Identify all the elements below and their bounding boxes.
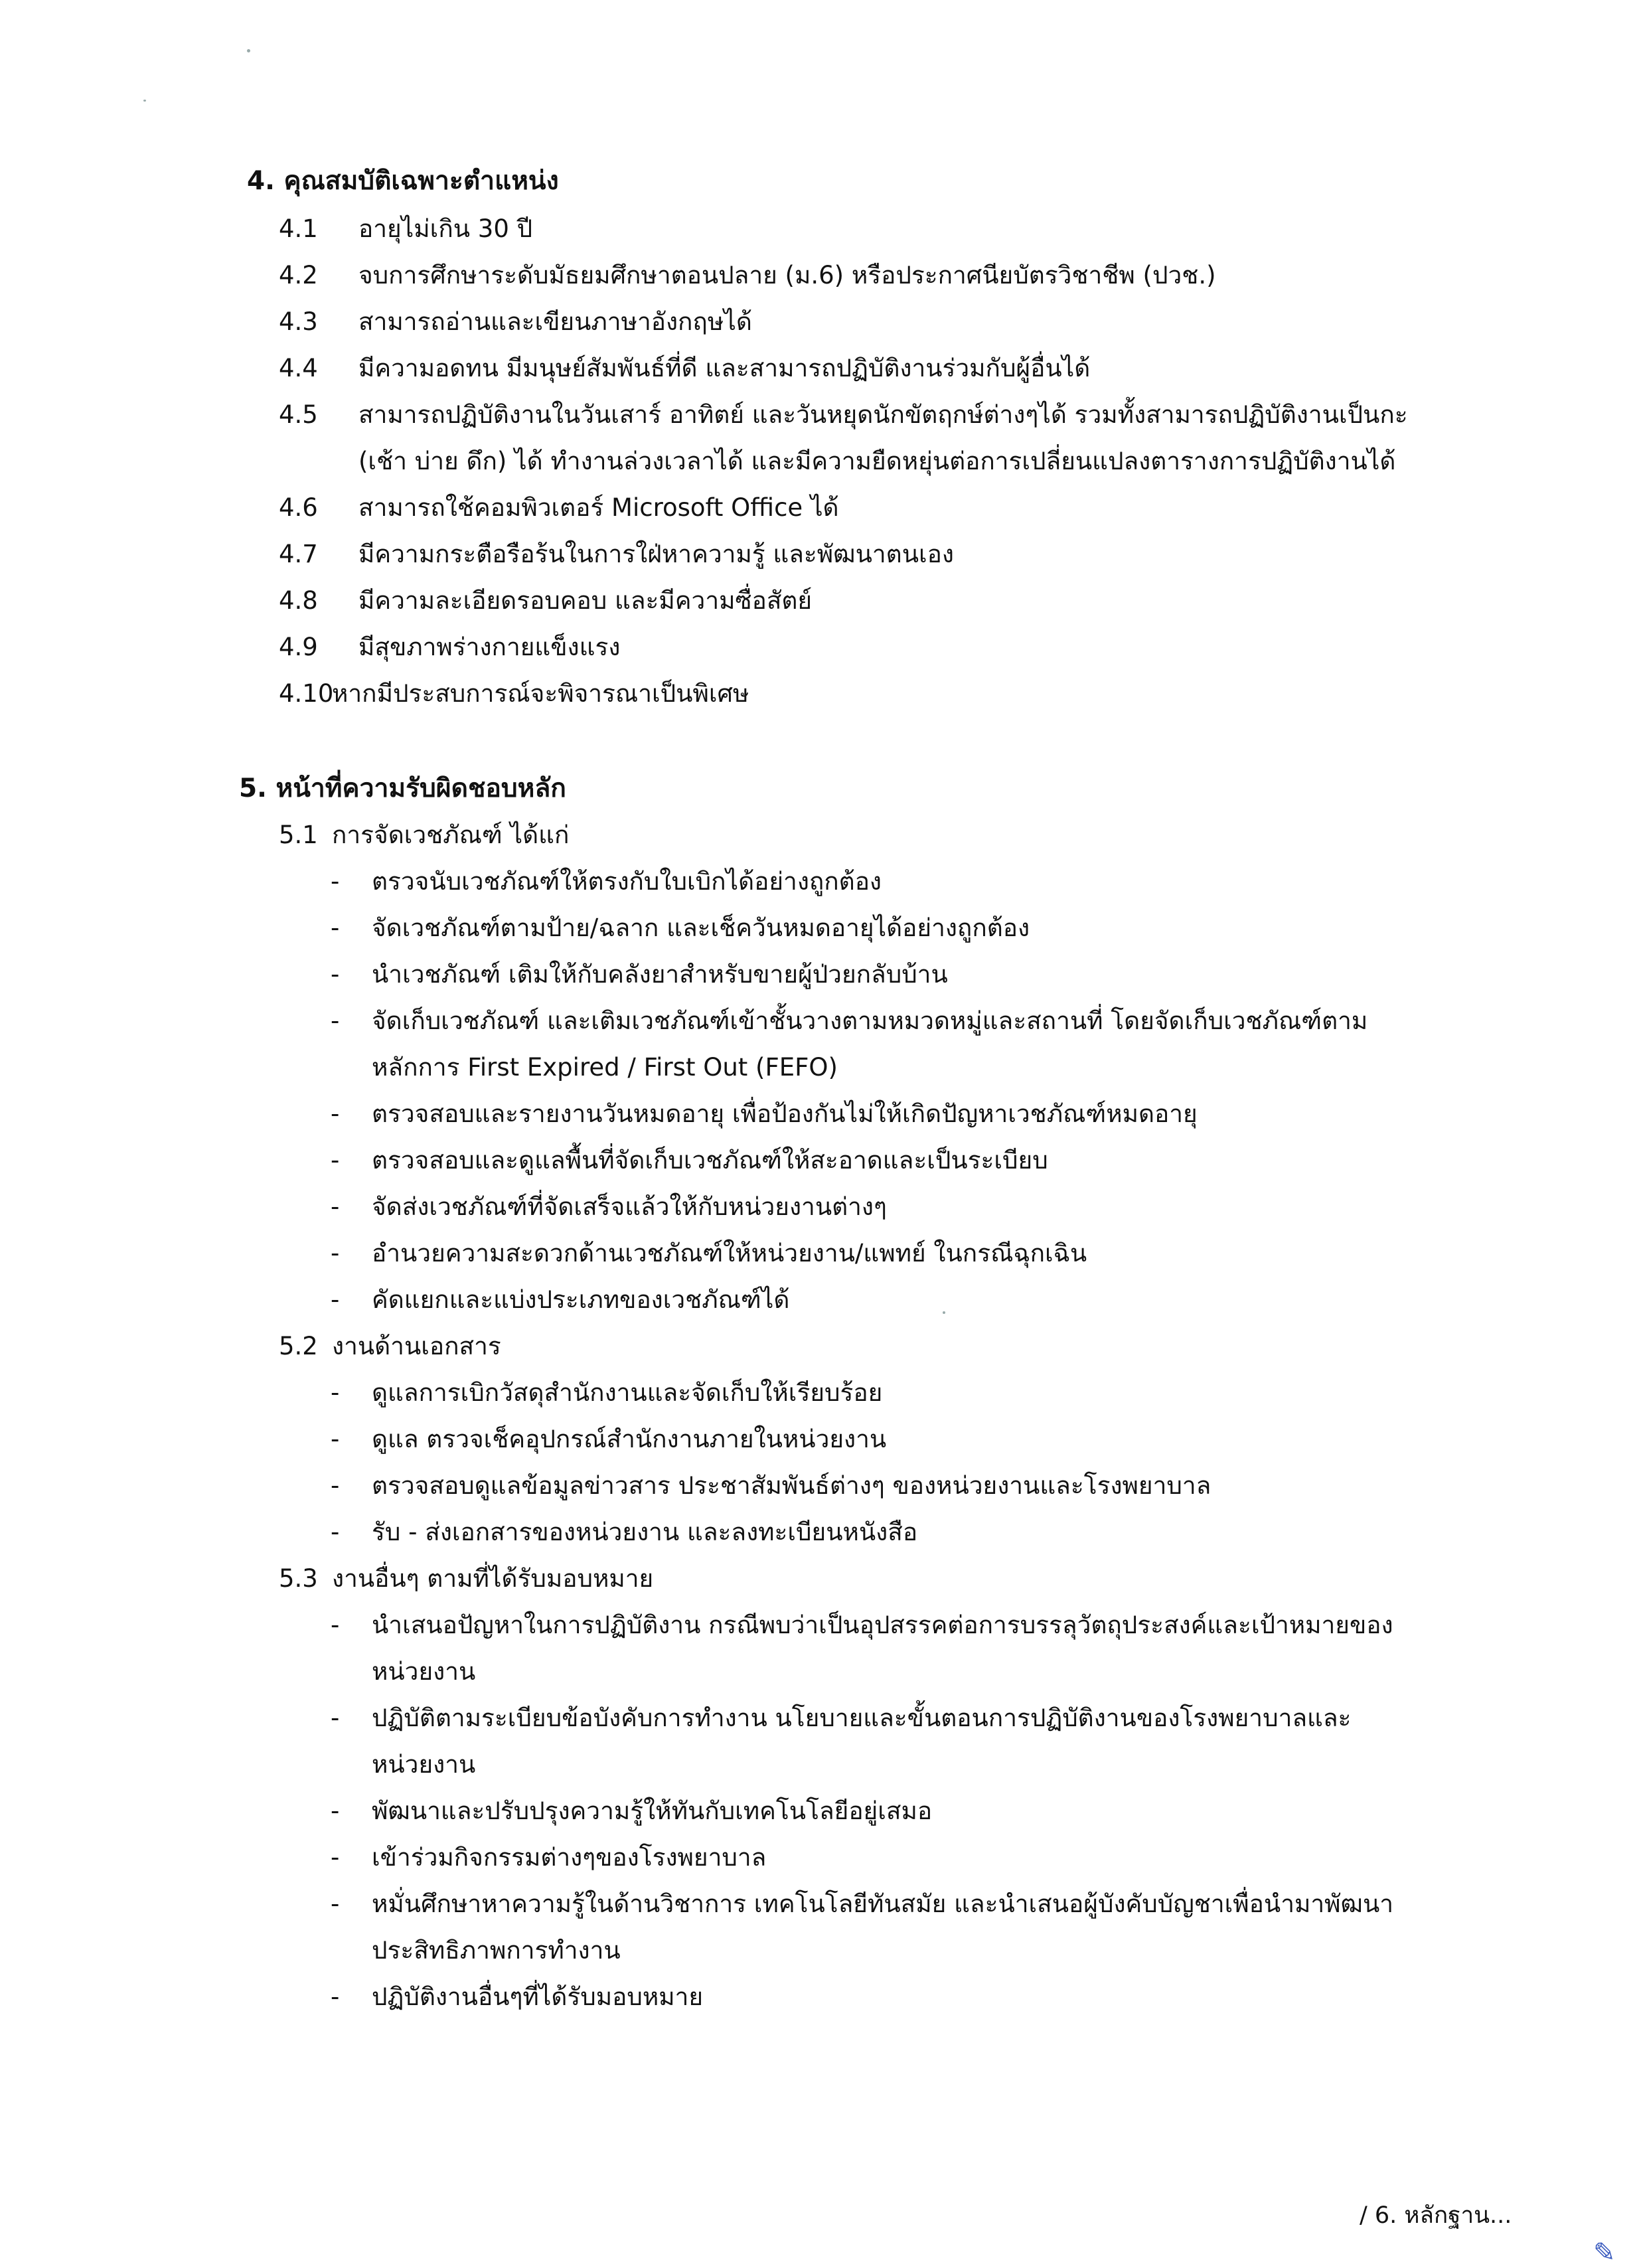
item-5-3: 5.3 งานอื่นๆ ตามที่ได้รับมอบหมาย — [279, 1564, 654, 1593]
item-4-10: 4.10หากมีประสบการณ์จะพิจารณาเป็นพิเศษ — [279, 679, 749, 708]
continuation-footer: / 6. หลักฐาน... — [1360, 2202, 1512, 2229]
item-4-5: 4.5 สามารถปฏิบัติงานในวันเสาร์ อาทิตย์ และวันหยุดนักขัตฤกษ์ต่างๆได้ รวมทั้งสามารถปฏิบัติงานเป็นกะ — [279, 400, 1408, 429]
item-5-1: 5.1 การจัดเวชภัณฑ์ ได้แก่ — [279, 821, 570, 849]
item-4-2: 4.2 จบการศึกษาระดับมัธยมศึกษาตอนปลาย (ม.6) หรือประกาศนียบัตรวิชาชีพ (ปวช.) — [279, 261, 1216, 289]
scan-speck — [143, 100, 146, 102]
bullet-5-3-2-cont: หน่วยงาน — [372, 1750, 476, 1779]
ink-mark-icon: ✎ — [1593, 2237, 1616, 2268]
item-4-5-cont: (เช้า บ่าย ดึก) ได้ ทำงานล่วงเวลาได้ และมีความยืดหยุ่นต่อการเปลี่ยนแปลงตารางการปฏิบัติงานได้ — [358, 447, 1396, 475]
bullet-5-3-5-cont: ประสิทธิภาพการทำงาน — [372, 1936, 621, 1965]
section-5-heading: 5. หน้าที่ความรับผิดชอบหลัก — [239, 773, 566, 803]
item-4-3: 4.3 สามารถอ่านและเขียนภาษาอังกฤษได้ — [279, 307, 752, 336]
document-page: 4. คุณสมบัติเฉพาะตำแหน่ง 4.1 อายุไม่เกิน 30 ปี 4.2 จบการศึกษาระดับมัธยมศึกษาตอนปลาย (ม.6) หรือประกาศนียบัตรวิชาชีพ (ปวช.) 4.3 สามารถอ่านและเขียนภาษาอังกฤษได้ 4.4 มีความอดทน มีมนุษย์สัมพันธ์ที่ดี และสามารถปฏิบัติงานร่วมกับผู้อื่นได้ 4.5 สามารถปฏิบัติงานในวันเสาร์ อาทิตย์ และวันหยุดนักขัตฤกษ์ต่างๆได้ รวมทั้งสามารถปฏิบัติงานเป็นกะ (เช้า บ่าย ดึก) ได้ ทำงานล่วงเวลาได้ และมีความยืดหยุ่นต่อการเปลี่ยนแปลงตารางการปฏิบัติงานได้ 4.6 สามารถใช้คอมพิวเตอร์ Microsoft Office ได้ 4.7 มีความกระตือรือร้นในการใฝ่หาความรู้ และพัฒนาตนเอง 4.8 มีความละเอียดรอบคอบ และมีความซื่อสัตย์ 4.9 มีสุขภาพร่างกายแข็งแรง 4.10หากมีประสบการณ์จะพิจารณาเป็นพิเศษ 5. หน้าที่ความรับผิดชอบหลัก 5.1 การจัดเวชภัณฑ์ ได้แก่ - ตรวจนับเวชภัณฑ์ให้ตรงกับใบเบิกได้อย่างถูกต้อง - จัดเวชภัณฑ์ตามป้าย/ฉลาก และเช็ควันหมดอายุได้อย่างถูกต้อง - นำเวชภัณฑ์ เติมให้กับคลังยาสำหรับขายผู้ป่วยกลับบ้าน - จัดเก็บเวชภัณฑ์ และเติมเวชภัณฑ์เข้าชั้นวางตามหมวดหมู่และสถานที่ โดยจัดเก็บเวชภัณฑ์ตาม หลักการ First Expired / First Out (FEFO) - ตรวจสอบและรายงานวันหมดอายุ เพื่อป้องกันไม่ให้เกิดปัญหาเวชภัณฑ์หมดอายุ - ตรวจสอบและดูแลพื้นที่จัดเก็บเวชภัณฑ์ให้สะอาดและเป็นระเบียบ - จัดส่งเวชภัณฑ์ที่จัดเสร็จแล้วให้กับหน่วยงานต่างๆ - อำนวยความสะดวกด้านเวชภัณฑ์ให้หน่วยงาน/แพทย์ ในกรณีฉุกเฉิน - คัดแยกและแบ่งประเภทของเวชภัณฑ์ได้ 5.2 งานด้านเอกสาร - ดูแลการเบิกวัสดุสำนักงานและจัดเก็บให้เรียบร้อย - ดูแล ตรวจเช็คอุปกรณ์สำนักงานภายในหน่วยงาน - ตรวจสอบดูแลข้อมูลข่าวสาร ประชาสัมพันธ์ต่างๆ ของหน่วยงานและโรงพยาบาล - รับ - ส่งเอกสารของหน่วยงาน และลงทะเบียนหนังสือ 5.3 งานอื่นๆ ตามที่ได้รับมอบหมาย - นำเสนอปัญหาในการปฏิบัติงาน กรณีพบว่าเป็นอุปสรรคต่อการบรรลุวัตถุประสงค์และเป้าหมายของ หน่วยงาน - ปฏิบัติตามระเบียบข้อบังคับการทำงาน นโยบายและขั้นตอนการปฏิบัติงานของโรงพยาบาลและ หน่วยงาน - พัฒนาและปรับปรุงความรู้ให้ทันกับเทคโนโลยีอยู่เสมอ - เข้าร่วมกิจกรรมต่างๆของโรงพยาบาล - หมั่นศึกษาหาความรู้ในด้านวิชาการ เทคโนโลยีทันสมัย และนำเสนอผู้บังคับบัญชาเพื่อนำมาพัฒนา ประสิทธิภาพการทำงาน - ปฏิบัติงานอื่นๆที่ได้รับมอบหมาย / 6. หลักฐาน... ✎ — [0, 0, 1641, 2261]
bullet-5-3-1-cont: หน่วยงาน — [372, 1657, 476, 1686]
item-4-9: 4.9 มีสุขภาพร่างกายแข็งแรง — [279, 633, 621, 661]
scan-speck — [247, 49, 250, 52]
item-4-1: 4.1 อายุไม่เกิน 30 ปี — [279, 214, 533, 243]
scan-speck — [943, 1311, 945, 1314]
item-4-6: 4.6 สามารถใช้คอมพิวเตอร์ Microsoft Office ได้ — [279, 493, 839, 522]
item-4-8: 4.8 มีความละเอียดรอบคอบ และมีความซื่อสัตย์ — [279, 586, 813, 615]
item-5-2: 5.2 งานด้านเอกสาร — [279, 1332, 501, 1360]
item-4-4: 4.4 มีความอดทน มีมนุษย์สัมพันธ์ที่ดี และสามารถปฏิบัติงานร่วมกับผู้อื่นได้ — [279, 354, 1091, 382]
section-4-heading: 4. คุณสมบัติเฉพาะตำแหน่ง — [247, 166, 559, 196]
bullet-5-1-4-cont: หลักการ First Expired / First Out (FEFO) — [372, 1053, 838, 1082]
item-4-7: 4.7 มีความกระตือรือร้นในการใฝ่หาความรู้ และพัฒนาตนเอง — [279, 540, 954, 568]
